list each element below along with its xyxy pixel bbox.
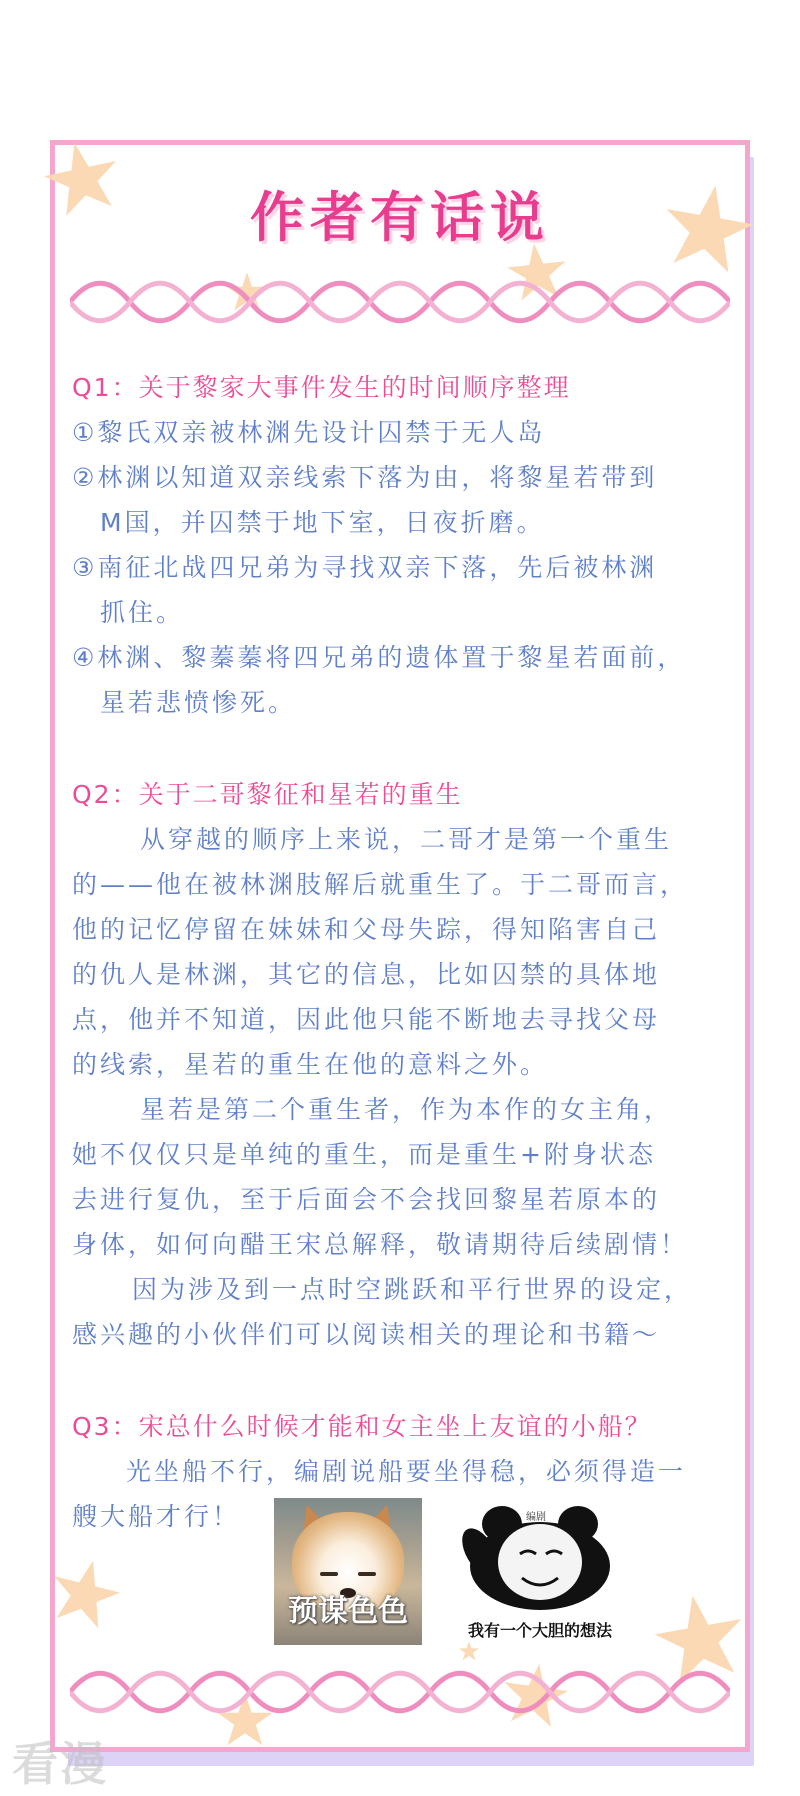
q2-line: 从穿越的顺序上来说，二哥才是第一个重生 <box>140 825 673 854</box>
q1-line: M国，并囚禁于地下室，日夜折磨。 <box>100 508 545 537</box>
q2-line: 身体，如何向醋王宋总解释，敬请期待后续剧情！ <box>72 1230 689 1259</box>
dog-meme-image <box>274 1498 422 1645</box>
wave-divider <box>70 272 730 332</box>
q1-line: ④林渊、黎蓁蓁将四兄弟的遗体置于黎星若面前， <box>72 643 686 672</box>
q2-line: 去进行复仇，至于后面会不会找回黎星若原本的 <box>72 1185 661 1214</box>
watermark: 看漫 <box>12 1737 108 1791</box>
q3-heading: Q3：宋总什么时候才能和女主坐上友谊的小船？ <box>72 1412 652 1441</box>
q2-heading: Q2：关于二哥黎征和星若的重生 <box>72 780 463 809</box>
q1-line: 抓住。 <box>100 598 185 627</box>
q2-line: 点，他并不知道，因此他只能不断地去寻找父母 <box>72 1005 661 1034</box>
q1-line: 星若悲愤惨死。 <box>100 688 297 717</box>
star-icon <box>48 1556 122 1630</box>
q2-line: 的仇人是林渊，其它的信息，比如囚禁的具体地 <box>72 960 661 989</box>
q2-line: 感兴趣的小伙伴们可以阅读相关的理论和书籍～ <box>72 1320 661 1349</box>
page-title: 作者有话说 <box>250 186 550 249</box>
panda-meme-caption: 我有一个大胆的想法 <box>467 1621 612 1640</box>
q1-line: ③南征北战四兄弟为寻找双亲下落，先后被林渊 <box>72 553 658 582</box>
q1-line: ①黎氏双亲被林渊先设计囚禁于无人岛 <box>72 418 546 447</box>
q2-line: 的线索，星若的重生在他的意料之外。 <box>72 1050 549 1079</box>
q2-line: 她不仅仅只是单纯的重生，而是重生+附身状态 <box>72 1140 656 1169</box>
q1-line: ②林渊以知道双亲线索下落为由，将黎星若带到 <box>72 463 658 492</box>
panda-meme-image <box>450 1504 630 1644</box>
dog-meme-caption: 预谋色色 <box>288 1594 408 1629</box>
q2-line: 星若是第二个重生者，作为本作的女主角， <box>140 1095 673 1124</box>
wave-divider <box>70 1662 730 1722</box>
q2-line: 的——他在被林渊肢解后就重生了。于二哥而言， <box>72 870 689 899</box>
q3-line: 光坐船不行，编剧说船要坐得稳，必须得造一 <box>126 1457 687 1486</box>
q2-line: 他的记忆停留在妹妹和父母失踪，得知陷害自己 <box>72 915 661 944</box>
q1-heading: Q1：关于黎家大事件发生的时间顺序整理 <box>72 373 571 402</box>
q2-line: 因为涉及到一点时空跳跃和平行世界的设定， <box>132 1275 693 1304</box>
panda-meme-tag: 编剧 <box>526 1512 546 1523</box>
q3-line: 艘大船才行！ <box>72 1502 241 1531</box>
